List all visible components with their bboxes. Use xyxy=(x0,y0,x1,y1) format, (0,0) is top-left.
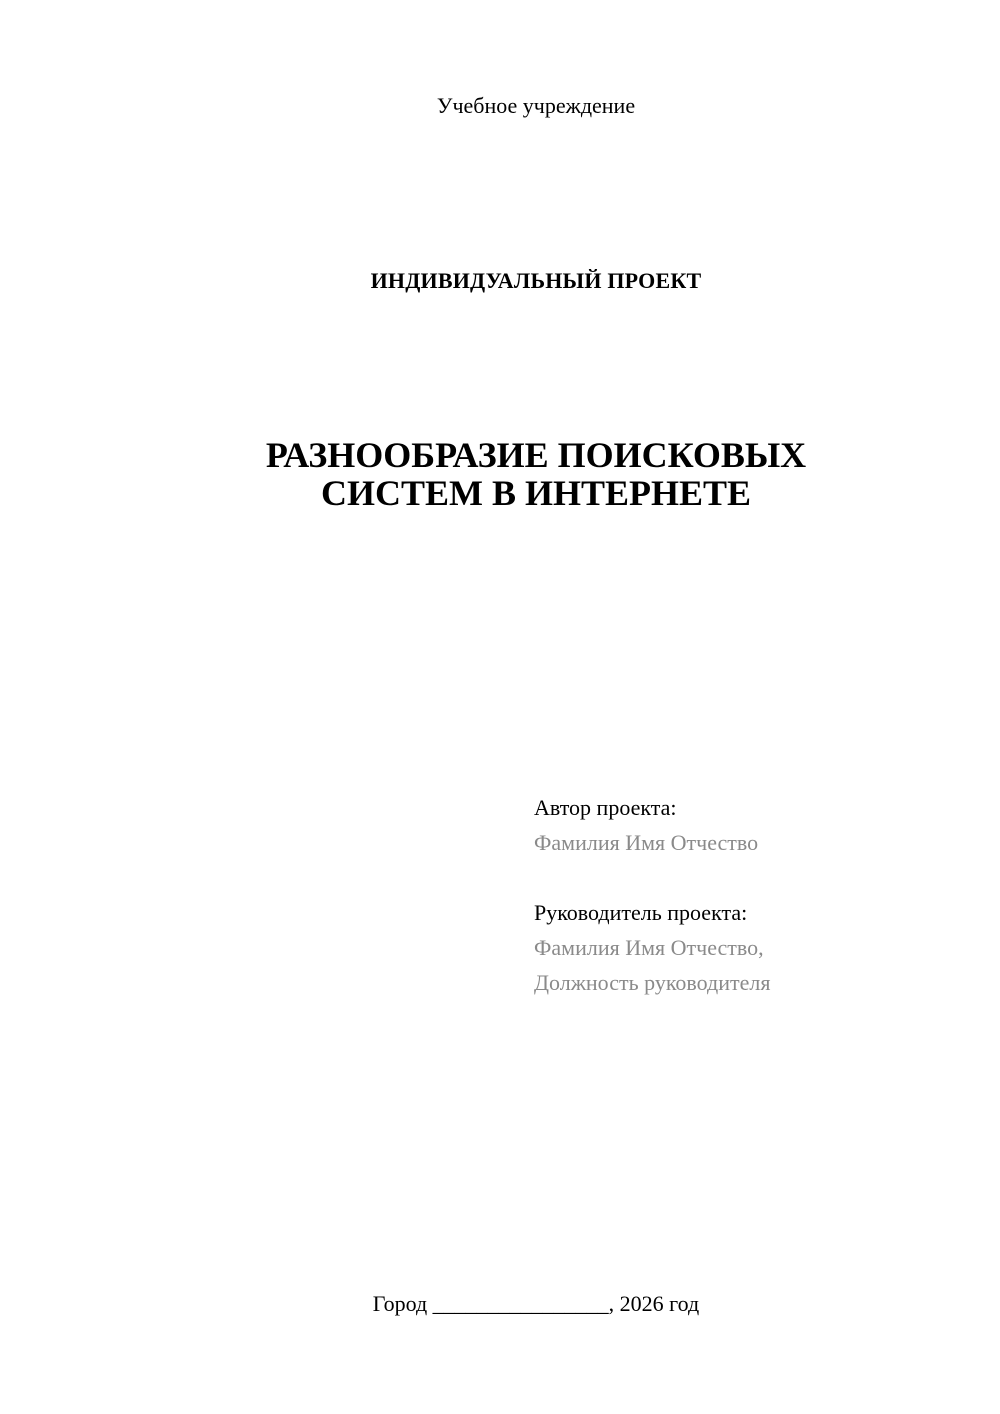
project-title-line-2: СИСТЕМ В ИНТЕРНЕТЕ xyxy=(320,473,752,513)
author-label: Автор проекта: xyxy=(534,795,677,820)
supervisor-position: Должность руководителя xyxy=(534,970,771,995)
document-type: ИНДИВИДУАЛЬНЫЙ ПРОЕКТ xyxy=(370,268,702,293)
project-title-line-1: РАЗНООБРАЗИЕ ПОИСКОВЫХ xyxy=(265,435,807,475)
project-title xyxy=(0,436,1000,512)
credits-spacer xyxy=(534,860,974,895)
author-name: Фамилия Имя Отчество xyxy=(534,830,759,855)
city-year-line: Город ________________, 2026 год xyxy=(372,1291,700,1316)
supervisor-name: Фамилия Имя Отчество, xyxy=(534,935,764,960)
supervisor-label: Руководитель проекта: xyxy=(534,900,748,925)
institution-name: Учебное учреждение xyxy=(436,93,636,118)
credits-block xyxy=(534,790,974,1000)
